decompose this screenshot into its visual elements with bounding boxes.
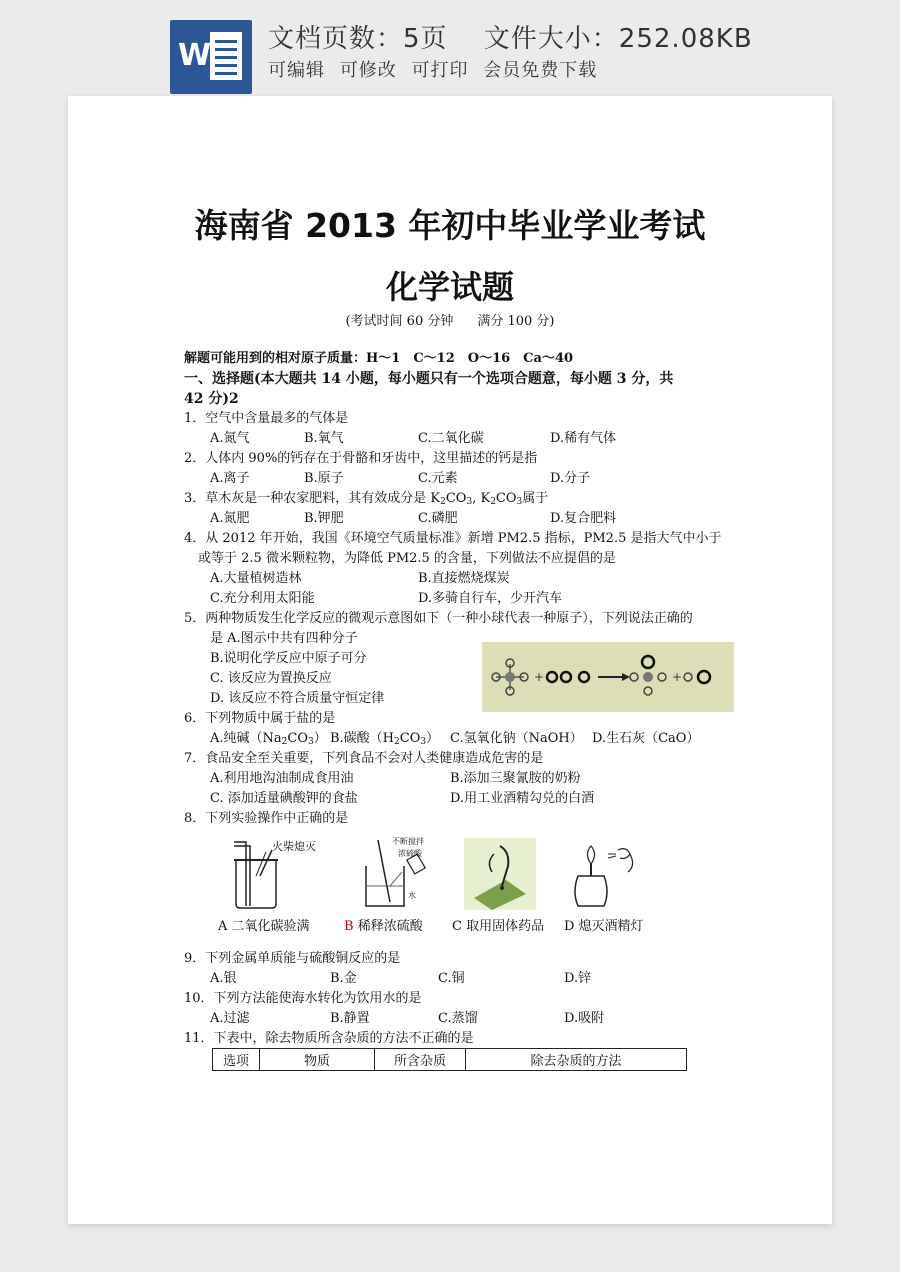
option-b: B.钾肥 xyxy=(304,511,344,526)
doc-features xyxy=(268,56,605,82)
svg-text:+: + xyxy=(534,670,545,684)
option-a: A.氮肥 xyxy=(210,511,250,526)
option-d: D. 该反应不符合质量守恒定律 xyxy=(210,691,385,706)
option-a: A.大量植树造林 xyxy=(210,571,302,586)
option-b: B.添加三聚氰胺的奶粉 xyxy=(450,771,581,786)
option-d: D.复合肥料 xyxy=(550,511,617,526)
svg-text:+: + xyxy=(672,670,683,684)
question-stem-cont: 或等于 2.5 微米颗粒物，为降低 PM2.5 的含量，下列做法不应提倡的是 xyxy=(198,551,616,566)
exam-time: (考试时间 60 分钟 xyxy=(345,314,454,329)
option-a: 是 A.图示中共有四种分子 xyxy=(210,631,358,646)
feature-printable: 可打印 xyxy=(411,60,469,81)
option-b: B.氧气 xyxy=(304,431,344,446)
figure-caption-a: A 二氧化碳验满 xyxy=(218,919,310,934)
table-header-row xyxy=(213,1049,687,1071)
question-stem: 1．空气中含量最多的气体是 xyxy=(184,411,349,426)
figure-dilute-acid xyxy=(352,836,456,912)
option-a: A.过滤 xyxy=(210,1011,250,1026)
exam-info xyxy=(68,310,832,329)
option-b: B.说明化学反应中原子可分 xyxy=(210,651,367,666)
option-d: D.分子 xyxy=(550,471,591,486)
option-b: B.原子 xyxy=(304,471,344,486)
option-c: C. 添加适量碘酸钾的食盐 xyxy=(210,791,358,806)
question-stem: 2．人体内 90%的钙存在于骨骼和牙齿中，这里描述的钙是指 xyxy=(184,451,538,466)
question-stem: 8．下列实验操作中正确的是 xyxy=(184,811,349,826)
option-d: D.吸附 xyxy=(564,1011,605,1026)
figure-caption-d: D 熄灭酒精灯 xyxy=(564,919,644,934)
option-a: A.纯碱$(Na_2CO_3)$ xyxy=(210,731,327,747)
table-header: 选项 xyxy=(213,1049,260,1071)
option-d: D.锌 xyxy=(564,971,592,986)
option-c: C. 该反应为置换反应 xyxy=(210,671,332,686)
question-stem: 11．下表中，除去物质所含杂质的方法不正确的是 xyxy=(184,1031,474,1046)
question-stem: 7．食品安全至关重要，下列食品不会对人类健康造成危害的是 xyxy=(184,751,544,766)
option-d: D.多骑自行车，少开汽车 xyxy=(418,591,563,606)
option-b: B.静置 xyxy=(330,1011,370,1026)
option-d: D.稀有气体 xyxy=(550,431,617,446)
figure-label-match: 火柴熄灭 xyxy=(272,840,316,853)
question-stem: 6．下列物质中属于盐的是 xyxy=(184,711,336,726)
option-b: B.直接燃烧煤炭 xyxy=(418,571,510,586)
figure-label-acid: 浓硫酸 xyxy=(398,849,422,858)
figure-label-water: 水 xyxy=(408,891,416,900)
figure-solid-reagent xyxy=(464,836,536,912)
option-c: C.氢氧化钠（NaOH） xyxy=(450,731,583,746)
figure-caption-c: C 取用固体药品 xyxy=(452,919,545,934)
option-a: A.氮气 xyxy=(210,431,250,446)
option-c: C.元素 xyxy=(418,471,458,486)
option-c: C.磷肥 xyxy=(418,511,458,526)
section-heading: 一、选择题(本大题共 14 小题，每小题只有一个选项合题意，每小题 3 分，共 xyxy=(184,371,674,387)
table-header: 所含杂质 xyxy=(375,1049,466,1071)
option-a: A.利用地沟油制成食用油 xyxy=(210,771,354,786)
option-b: B.碳酸$(H_2CO_3)$ xyxy=(330,731,440,747)
feature-modifiable: 可修改 xyxy=(339,60,397,81)
feature-editable: 可编辑 xyxy=(268,60,325,81)
doc-info: 文档页数：5页 文件大小：252.08KB xyxy=(268,24,753,54)
document-page xyxy=(68,96,832,1224)
option-c: C.蒸馏 xyxy=(438,1011,478,1026)
full-score: 满分 100 分) xyxy=(477,314,555,329)
atomic-masses: 解题可能用到的相对原子质量：H～1 C～12 O～16 Ca～40 xyxy=(184,351,574,366)
figure-label-stir: 不断搅拌 xyxy=(392,837,424,846)
question-stem: 9．下列金属单质能与硫酸铜反应的是 xyxy=(184,951,401,966)
figure-co2-test xyxy=(216,836,326,912)
word-document-icon: W xyxy=(170,20,252,94)
option-b: B.金 xyxy=(330,971,357,986)
feature-member-download: 会员免费下载 xyxy=(483,60,598,81)
option-c: C.充分利用太阳能 xyxy=(210,591,315,606)
page-title: 海南省 2013 年初中毕业学业考试 xyxy=(194,206,706,245)
table-header: 物质 xyxy=(260,1049,375,1071)
section-heading-cont: 42 分)2 xyxy=(184,391,239,407)
question-stem: 3．草木灰是一种农家肥料，其有效成分是 $K_2CO_3$, $K_2CO_3$属于 xyxy=(184,491,549,507)
option-c: C.铜 xyxy=(438,971,465,986)
question-stem: 10．下列方法能使海水转化为饮用水的是 xyxy=(184,991,422,1006)
question-stem: 4．从 2012 年开始，我国《环境空气质量标准》新增 PM2.5 指标，PM2.5 是指大气中小于 xyxy=(184,531,722,546)
page-subtitle: 化学试题 xyxy=(385,268,514,306)
reaction-diagram xyxy=(482,642,734,712)
option-d: D.生石灰（CaO） xyxy=(592,731,700,746)
question-stem: 5．两种物质发生化学反应的微观示意图如下（一种小球代表一种原子），下列说法正确的 xyxy=(184,611,693,626)
option-a: A.银 xyxy=(210,971,237,986)
figure-caption-b: B 稀释浓硫酸 xyxy=(344,919,423,934)
table-header: 除去杂质的方法 xyxy=(466,1049,687,1071)
option-d: D.用工业酒精勾兑的白酒 xyxy=(450,791,595,806)
figure-alcohol-lamp xyxy=(564,836,644,912)
impurity-table xyxy=(212,1048,687,1071)
option-c: C.二氧化碳 xyxy=(418,431,484,446)
download-banner xyxy=(0,0,900,100)
option-a: A.离子 xyxy=(210,471,250,486)
